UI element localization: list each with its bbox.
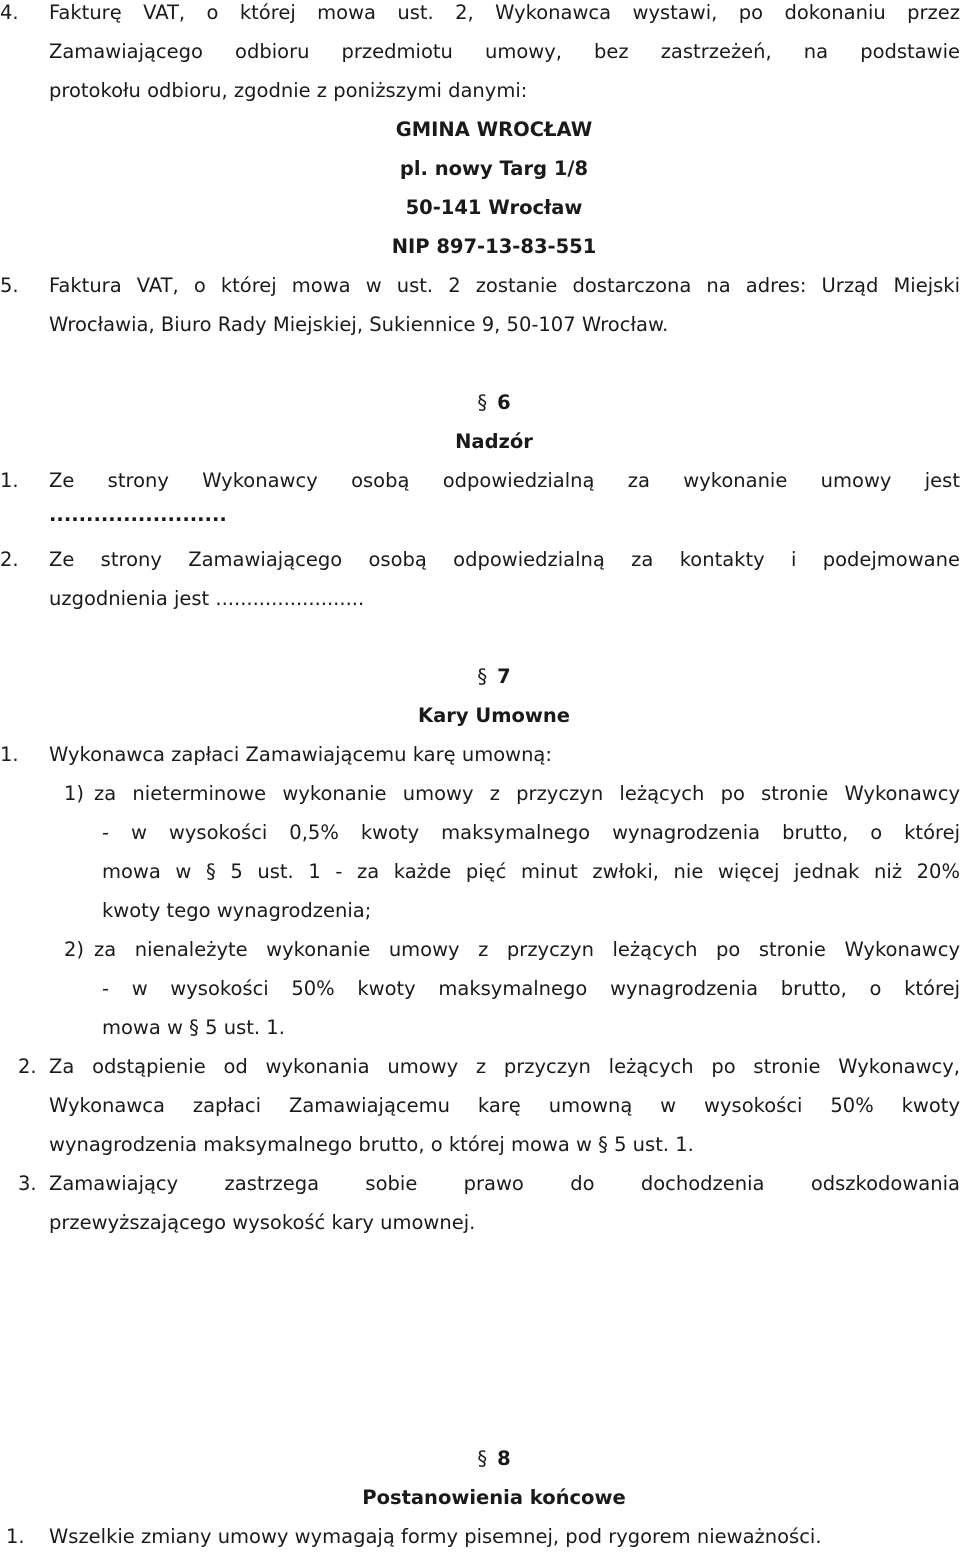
- item-number: 3.: [18, 1172, 37, 1195]
- item-text: Za odstąpienie od wykonania umowy z przyczyn leżących po stronie Wykonawcy,: [49, 1055, 960, 1078]
- item-number: 1.: [6, 1525, 25, 1548]
- item-5-line-2: [0, 305, 960, 344]
- section-7-s1-line-3: [0, 852, 960, 891]
- item-text: protokołu odbioru, zgodnie z poniższymi danymi:: [49, 79, 528, 102]
- item-4-line-3: [0, 71, 960, 110]
- item-text: Zamawiającego odbioru przedmiotu umowy, bez zastrzeżeń, na podstawie: [49, 40, 960, 63]
- item-number: 2.: [18, 1055, 37, 1078]
- item-text: Wrocławia, Biuro Rady Miejskiej, Sukiennice 9, 50-107 Wrocław.: [49, 313, 669, 336]
- item-text: Wykonawca zapłaci Zamawiającemu karę umowną w wysokości 50% kwoty: [49, 1094, 960, 1117]
- section-number: 6: [497, 391, 511, 414]
- section-7-s1-line-1: [0, 774, 960, 813]
- item-number: 1.: [0, 469, 19, 492]
- item-number: 5.: [0, 274, 19, 297]
- item-text: Ze strony Wykonawcy osobą odpowiedzialną za wykonanie umowy jest: [49, 469, 960, 492]
- section-sign: §: [477, 665, 488, 688]
- item-text: przewyższającego wysokość kary umownej.: [49, 1211, 476, 1234]
- subitem-text: mowa w § 5 ust. 1.: [102, 1016, 285, 1039]
- item-number: 2.: [0, 548, 19, 571]
- section-7-s1-line-2: [0, 813, 960, 852]
- section-7-s2-line-1: [0, 930, 960, 969]
- subitem-text: kwoty tego wynagrodzenia;: [102, 899, 372, 922]
- section-7-heading: [0, 657, 960, 696]
- address-street: pl. nowy Targ 1/8: [399, 157, 589, 180]
- item-text: Zamawiający zastrzega sobie prawo do dochodzenia odszkodowania: [49, 1172, 960, 1195]
- address-city: 50-141 Wrocław: [405, 196, 583, 219]
- section-number: 8: [497, 1447, 511, 1470]
- subitem-text: - w wysokości 0,5% kwoty maksymalnego wynagrodzenia brutto, o której: [102, 821, 960, 844]
- blank-placeholder: ........................: [49, 503, 227, 526]
- item-number: 4.: [0, 1, 19, 24]
- section-7-s2-line-3: [0, 1008, 960, 1047]
- item-4-line-1: [0, 0, 960, 32]
- subitem-text: za nieterminowe wykonanie umowy z przyczyn leżących po stronie Wykonawcy: [94, 782, 960, 805]
- item-4-line-2: [0, 32, 960, 71]
- section-6-p2-line-2: [0, 579, 960, 618]
- subitem-text: mowa w § 5 ust. 1 - za każde pięć minut zwłoki, nie więcej jednak niż 20%: [102, 860, 960, 883]
- subitem-number: 2): [64, 938, 85, 961]
- section-8-title: Postanowienia końcowe: [362, 1486, 626, 1509]
- subitem-text: - w wysokości 50% kwoty maksymalnego wynagrodzenia brutto, o której: [102, 977, 960, 1000]
- section-8-p1: [0, 1517, 960, 1556]
- section-8-heading: [0, 1439, 960, 1478]
- section-7-p3-line-2: [0, 1203, 960, 1242]
- item-text: Ze strony Zamawiającego osobą odpowiedzialną za kontakty i podejmowane: [49, 548, 960, 571]
- section-7-title: Kary Umowne: [417, 704, 571, 727]
- section-number: 7: [497, 665, 511, 688]
- item-text: Faktura VAT, o której mowa w ust. 2 zostanie dostarczona na adres: Urząd Miejski: [49, 274, 960, 297]
- address-name: GMINA WROCŁAW: [395, 118, 593, 141]
- item-text: Wykonawca zapłaci Zamawiającemu karę umowną:: [49, 743, 552, 766]
- section-7-p3-line-1: [0, 1164, 960, 1203]
- section-7-s1-line-4: [0, 891, 960, 930]
- section-6-p2-line-1: [0, 540, 960, 579]
- section-7-p2-line-3: [0, 1125, 960, 1164]
- address-nip: NIP 897-13-83-551: [391, 235, 597, 258]
- subitem-text: za nienależyte wykonanie umowy z przyczyn leżących po stronie Wykonawcy: [94, 938, 960, 961]
- section-sign: §: [477, 1447, 488, 1470]
- section-7-p2-line-1: [0, 1047, 960, 1086]
- item-text: wynagrodzenia maksymalnego brutto, o której mowa w § 5 ust. 1.: [49, 1133, 694, 1156]
- item-text: Wszelkie zmiany umowy wymagają formy pisemnej, pod rygorem nieważności.: [49, 1525, 822, 1548]
- item-text: Fakturę VAT, o której mowa ust. 2, Wykonawca wystawi, po dokonaniu przez: [49, 1, 960, 24]
- item-number: 1.: [0, 743, 19, 766]
- section-7-p1: [0, 735, 960, 774]
- item-5-line-1: [0, 266, 960, 305]
- section-7-s2-line-2: [0, 969, 960, 1008]
- section-7-p2-line-2: [0, 1086, 960, 1125]
- subitem-number: 1): [64, 782, 85, 805]
- section-sign: §: [477, 391, 488, 414]
- section-6-title: Nadzór: [455, 430, 533, 453]
- item-text: uzgodnienia jest ........................: [49, 587, 365, 610]
- section-6-heading: [0, 383, 960, 422]
- section-6-p1-line-2: [0, 495, 960, 534]
